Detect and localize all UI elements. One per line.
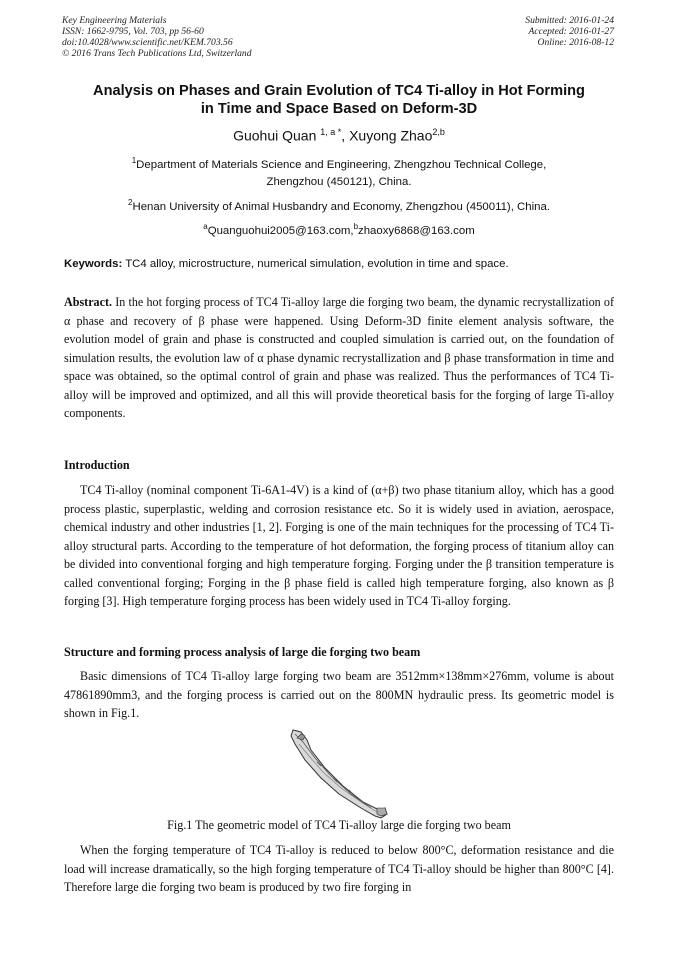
journal-header-right <box>525 15 614 48</box>
affiliation-2 <box>50 194 628 216</box>
affiliation-2-marker: 2 <box>128 198 133 207</box>
online-date: Online: 2016-08-12 <box>537 37 614 48</box>
affiliation-1-marker: 1 <box>131 156 137 165</box>
journal-header-left <box>62 15 252 59</box>
title-line-2: in Time and Space Based on Deform-3D <box>200 101 478 117</box>
abstract-text: In the hot forging process of TC4 Ti-alloy large die forging two beam, the dynamic recrystallization of α phase and recovery of β phase were happened. Using Deform-3D finite element analysis software, the evolution model of grain and phase is constructed and coupled simulation is carried out, on the foundation of simulation results, the evolution law of α phase dynamic recrystallization and β phase transformation in time and space was obtained, so the optimal control of grain and phase was realized. Thus the performances of TC4 Ti-alloy will be improved and optimized, and all this will provide theoretical basis for the forging of large Ti-alloy components. <box>64 295 614 420</box>
author-emails <box>50 218 628 240</box>
author-separator: , <box>341 127 350 144</box>
affiliation-1-city: Zhengzhou (450121), China. <box>266 175 412 188</box>
email-a-marker: a <box>203 222 208 231</box>
keywords-label: Keywords: <box>64 258 123 270</box>
figure-caption: Fig.1 The geometric model of TC4 Ti-alloy large die forging two beam <box>167 818 511 832</box>
author-list <box>40 123 638 145</box>
abstract-paragraph <box>64 293 614 423</box>
author-1-superscript: 1, a * <box>320 127 342 137</box>
author-1: Guohui Quan <box>233 127 317 144</box>
email-b[interactable]: zhaoxy6868@163.com <box>358 224 475 237</box>
copyright-line: © 2016 Trans Tech Publications Ltd, Switzerland <box>62 48 252 59</box>
introduction-heading: Introduction <box>64 458 130 472</box>
structure-section-heading: Structure and forming process analysis of large die forging two beam <box>64 645 421 659</box>
abstract-label: Abstract. <box>64 295 113 309</box>
affiliation-1 <box>50 152 628 191</box>
title-line-1: Analysis on Phases and Grain Evolution of TC4 Ti-alloy in Hot Forming <box>93 83 585 99</box>
keywords-line <box>64 256 616 272</box>
accepted-date: Accepted: 2016-01-27 <box>528 26 614 37</box>
journal-name: Key Engineering Materials <box>62 15 167 26</box>
author-2-superscript: 2,b <box>432 127 445 137</box>
beam-model-drawing <box>291 730 387 818</box>
affiliation-2-text: Henan University of Animal Husbandry and Economy, Zhengzhou (450011), China. <box>132 200 550 213</box>
affiliation-1-text: Department of Materials Science and Engineering, Zhengzhou Technical College, <box>136 158 547 171</box>
introduction-paragraph: TC4 Ti-alloy (nominal component Ti-6A1-4V) is a kind of (α+β) two phase titanium alloy, which has a good process plastic, superplastic, welding and corrosion resistance etc. So it is widely used in aviation, aerospace, chemical industry and other industries [1, 2]. Forging is one of the main techniques for the processing of TC4 Ti-alloy structural parts. According to the temperature of hot deformation, the forging process of titanium alloy can be divided into conventional forging and high temperature forging. Forging under the β transition temperature is called conventional forging; Forging in the β phase field is called high temperature forging, also known as β forging [3]. High temperature forging process has been widely used in TC4 Ti-alloy forging. <box>64 483 614 608</box>
author-2: Xuyong Zhao <box>349 127 433 144</box>
paper-title <box>40 82 638 118</box>
keywords-text: TC4 alloy, microstructure, numerical simulation, evolution in time and space. <box>122 258 509 270</box>
structure-section-paragraph: Basic dimensions of TC4 Ti-alloy large forging two beam are 3512mm×138mm×276mm, volume is about 47861890mm3, and the forging process is carried out on the 800MN hydraulic press. Its geometric model is shown in Fig.1. <box>64 669 614 720</box>
email-a[interactable]: Quanguohui2005@163.com, <box>207 224 354 237</box>
paragraph-after-figure: When the forging temperature of TC4 Ti-alloy is reduced to below 800°C, deformation resistance and die load will increase dramatically, so the high forging temperature of TC4 Ti-alloy should be higher than 800°C [4]. Therefore large die forging two beam is produced by two fire forging in <box>64 843 614 894</box>
submitted-date: Submitted: 2016-01-24 <box>525 15 614 26</box>
issn-line: ISSN: 1662-9795, Vol. 703, pp 56-60 <box>62 26 204 37</box>
forging-beam-figure <box>281 724 401 824</box>
email-b-marker: b <box>353 222 359 231</box>
doi-line: doi:10.4028/www.scientific.net/KEM.703.56 <box>62 37 233 48</box>
